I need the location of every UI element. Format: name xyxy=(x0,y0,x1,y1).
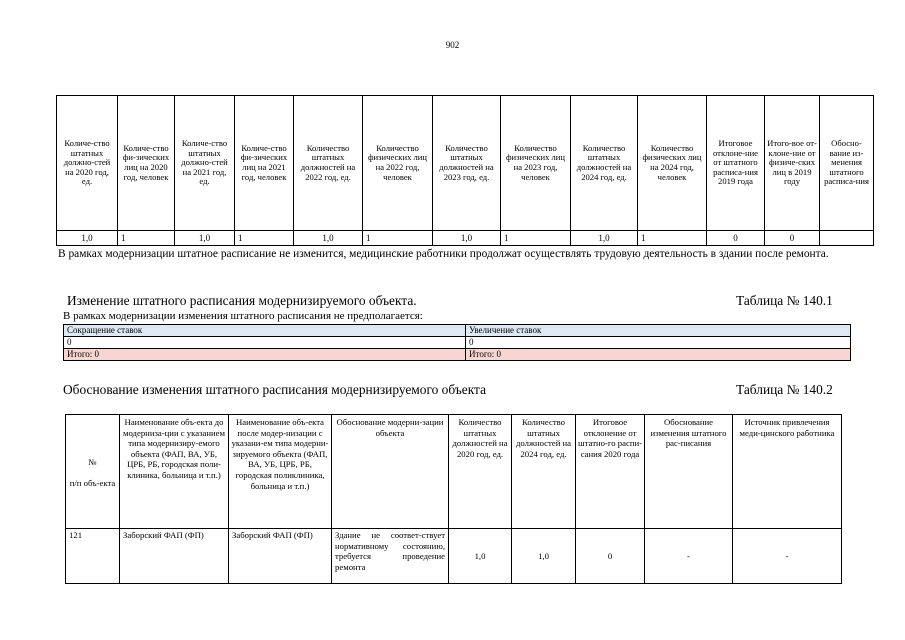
header-cell: Итоговое отклоне-ние от штатного расписа-ния 2019 года xyxy=(707,96,765,231)
header-cell: Количе-ство фи-зических лиц на 2020 год, человек xyxy=(118,96,175,231)
header-cell: Количество физических лиц на 2023 год, человек xyxy=(501,96,571,231)
header-cell: Количе-ство штатных должно-стей на 2020 год, ед. xyxy=(57,96,118,231)
total-cell: Итого: 0 xyxy=(64,349,466,361)
data-cell: 121 xyxy=(66,529,120,584)
page-number: 902 xyxy=(445,40,460,50)
header-cell: Сокращение ставок xyxy=(64,325,466,337)
data-cell: 0 xyxy=(765,231,820,246)
header-cell: Количество штатных должностей на 2022 год, ед. xyxy=(294,96,363,231)
staffing-table xyxy=(56,95,874,246)
total-row xyxy=(64,349,851,361)
section-title: Обоснование изменения штатного расписания модернизируемого объекта xyxy=(63,382,487,397)
data-cell: 0 xyxy=(707,231,765,246)
data-cell: - xyxy=(733,529,842,584)
data-cell: Здание не соответ-ствует нормативному состоянию, требуется проведение ремонта xyxy=(332,529,449,584)
header-cell: Количество физических лиц на 2022 год, человек xyxy=(363,96,433,231)
data-cell: 1,0 xyxy=(571,231,638,246)
section-title: Изменение штатного расписания модернизируемого объекта. xyxy=(67,293,417,308)
header-cell: Наименование объ-екта до модерниза-ции с указанием типа модернизиру-емого объекта (ФАП, ВА, УБ, ЦРБ, РБ, городская поли-клиника, больница и т.п.) xyxy=(120,415,229,529)
header-cell: Количе-ство фи-зических лиц на 2021 год, человек xyxy=(235,96,294,231)
justification-table xyxy=(65,414,842,584)
table-row xyxy=(57,231,874,246)
data-cell: 1 xyxy=(638,231,707,246)
table-label: Таблица № 140.2 xyxy=(736,382,833,397)
data-cell: Заборский ФАП (ФП) xyxy=(120,529,229,584)
header-cell: Количество физических лиц на 2024 год, человек xyxy=(638,96,707,231)
header-cell: Итого-вое от-клоне-ние от физиче-ских лиц в 2019 году xyxy=(765,96,820,231)
data-cell: - xyxy=(645,529,733,584)
data-cell: 1,0 xyxy=(449,529,512,584)
data-cell: 1 xyxy=(235,231,294,246)
data-cell: 1,0 xyxy=(57,231,118,246)
header-cell: № п/п объ-екта xyxy=(66,415,120,529)
header-cell: Наименование объ-екта после модер-низации с указани-ем типа модерни-зируемого объекта (ФАП, ВА, УБ, ЦРБ, РБ, городская поликлиника, больница и т.п.) xyxy=(229,415,332,529)
header-cell: Обоснование модерни-зации объекта xyxy=(332,415,449,529)
data-cell: 1,0 xyxy=(433,231,501,246)
table-row xyxy=(64,325,851,337)
data-cell: 0 xyxy=(64,337,466,349)
total-cell: Итого: 0 xyxy=(466,349,851,361)
data-cell: Заборский ФАП (ФП) xyxy=(229,529,332,584)
justification-header-row xyxy=(66,415,842,529)
table-row xyxy=(66,529,842,584)
header-cell: Количество штатных должностей на 2023 год, ед. xyxy=(433,96,501,231)
header-cell: Количе-ство штатных должно-стей на 2021 год, ед. xyxy=(175,96,235,231)
staffing-header-row xyxy=(57,96,874,231)
data-cell xyxy=(820,231,874,246)
header-cell: Количество штатных должностей на 2024 год, ед. xyxy=(512,415,576,529)
data-cell: 0 xyxy=(576,529,645,584)
data-cell: 1 xyxy=(501,231,571,246)
rate-change-table xyxy=(63,324,851,361)
header-cell: Количество штатных должностей на 2024 год, ед. xyxy=(571,96,638,231)
header-cell: Итоговое отклонение от штатно-го распи-сания 2020 года xyxy=(576,415,645,529)
data-cell: 1,0 xyxy=(175,231,235,246)
body-paragraph: В рамках модернизации штатное расписание не изменится, медицинские работники продолжат осуществлять трудовую деятельность в здании после ремонта. xyxy=(58,248,829,260)
data-cell: 1,0 xyxy=(512,529,576,584)
data-cell: 1,0 xyxy=(294,231,363,246)
header-cell: Обоснование изменения штатного рас-писания xyxy=(645,415,733,529)
table-label: Таблица № 140.1 xyxy=(736,293,833,308)
data-cell: 1 xyxy=(363,231,433,246)
data-cell: 0 xyxy=(466,337,851,349)
header-cell: Увеличение ставок xyxy=(466,325,851,337)
header-cell: Количество штатных должностей на 2020 год, ед. xyxy=(449,415,512,529)
table-row xyxy=(64,337,851,349)
header-cell: Источник привлечения меди-цинского работника xyxy=(733,415,842,529)
header-cell: Обосно-вание из-менения штатного расписа-ния xyxy=(820,96,874,231)
data-cell: 1 xyxy=(118,231,175,246)
section-note: В рамках модернизации изменения штатного расписания не предполагается: xyxy=(63,310,423,322)
